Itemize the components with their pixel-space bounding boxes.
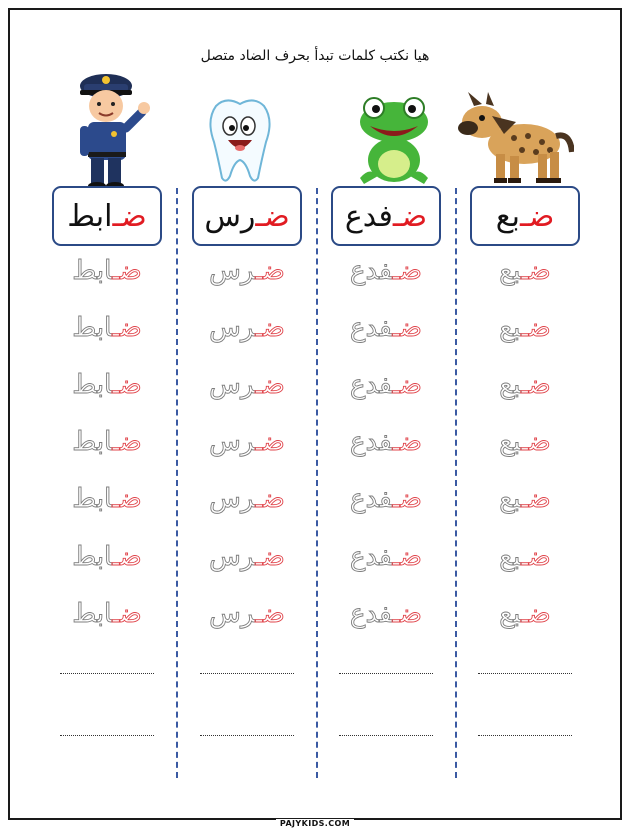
tracing-word <box>52 484 162 514</box>
tracing-first-letter: ضـ <box>112 427 142 457</box>
word-rest: فدع <box>344 198 393 234</box>
column-divider <box>316 188 318 778</box>
tracing-word <box>192 256 302 286</box>
tracing-first-letter: ضـ <box>520 370 551 400</box>
writing-line[interactable] <box>60 735 154 736</box>
tracing-word <box>331 256 441 286</box>
tracing-word-rest: ابط <box>72 370 113 400</box>
first-letter: ضـ <box>392 198 428 234</box>
first-letter: ضـ <box>255 198 290 234</box>
writing-line[interactable] <box>478 673 572 674</box>
word-card <box>192 186 302 246</box>
tracing-word-rest: فدع <box>349 484 393 514</box>
tracing-word-rest: فدع <box>349 542 393 572</box>
tracing-word-rest: بع <box>499 370 521 400</box>
tracing-word-rest: ابط <box>72 313 113 343</box>
word-rest: بع <box>495 198 521 234</box>
footer <box>0 811 630 828</box>
tracing-first-letter: ضـ <box>255 484 285 514</box>
tracing-first-letter: ضـ <box>392 256 423 286</box>
column-divider <box>455 188 457 778</box>
first-letter: ضـ <box>520 198 555 234</box>
tracing-first-letter: ضـ <box>520 313 551 343</box>
tracing-word-rest: بع <box>499 427 521 457</box>
tracing-word-rest: ابط <box>72 599 113 629</box>
word-card <box>470 186 580 246</box>
tracing-first-letter: ضـ <box>255 427 285 457</box>
tracing-first-letter: ضـ <box>255 542 285 572</box>
tracing-word <box>52 542 162 572</box>
tracing-word <box>470 427 580 457</box>
tracing-word-rest: رس <box>209 370 256 400</box>
tracing-word <box>192 427 302 457</box>
tracing-word <box>470 370 580 400</box>
tracing-word-rest: ابط <box>72 484 113 514</box>
tracing-word-rest: بع <box>499 256 521 286</box>
tracing-first-letter: ضـ <box>255 313 285 343</box>
tracing-word <box>192 313 302 343</box>
column-divider <box>176 188 178 778</box>
tracing-first-letter: ضـ <box>112 313 142 343</box>
tracing-first-letter: ضـ <box>520 599 551 629</box>
tracing-word-rest: بع <box>499 313 521 343</box>
tracing-word <box>52 313 162 343</box>
tracing-first-letter: ضـ <box>112 370 142 400</box>
tracing-first-letter: ضـ <box>392 427 423 457</box>
tracing-first-letter: ضـ <box>520 427 551 457</box>
footer-text: PAJYKIDS.COM <box>276 819 354 828</box>
tracing-first-letter: ضـ <box>520 542 551 572</box>
tracing-first-letter: ضـ <box>520 256 551 286</box>
frog-illustration <box>352 96 436 188</box>
tracing-word-rest: رس <box>209 542 256 572</box>
tracing-word <box>192 599 302 629</box>
tooth-illustration <box>206 96 274 186</box>
tracing-first-letter: ضـ <box>112 256 142 286</box>
writing-line[interactable] <box>60 673 154 674</box>
tracing-word <box>331 313 441 343</box>
tracing-word <box>192 370 302 400</box>
tracing-word-rest: فدع <box>349 256 393 286</box>
tracing-word <box>470 313 580 343</box>
tracing-word <box>470 542 580 572</box>
tracing-word-rest: ابط <box>72 256 113 286</box>
tracing-word <box>331 542 441 572</box>
tracing-word <box>331 427 441 457</box>
writing-line[interactable] <box>200 673 294 674</box>
tracing-first-letter: ضـ <box>392 313 423 343</box>
tracing-word <box>192 542 302 572</box>
tracing-word-rest: فدع <box>349 599 393 629</box>
tracing-first-letter: ضـ <box>255 599 285 629</box>
word-rest: ابط <box>67 198 113 234</box>
tracing-word-rest: بع <box>499 542 521 572</box>
tracing-word-rest: بع <box>499 484 521 514</box>
first-letter: ضـ <box>112 198 147 234</box>
writing-line[interactable] <box>339 735 433 736</box>
tracing-word <box>52 599 162 629</box>
tracing-word-rest: فدع <box>349 370 393 400</box>
tracing-first-letter: ضـ <box>112 484 142 514</box>
tracing-first-letter: ضـ <box>255 256 285 286</box>
tracing-first-letter: ضـ <box>112 599 142 629</box>
tracing-word <box>470 484 580 514</box>
tracing-first-letter: ضـ <box>392 599 423 629</box>
tracing-word-rest: رس <box>209 599 256 629</box>
tracing-word-rest: رس <box>209 484 256 514</box>
tracing-word <box>331 370 441 400</box>
tracing-word-rest: رس <box>209 427 256 457</box>
tracing-word-rest: ابط <box>72 427 113 457</box>
page-title: هيا نكتب كلمات تبدأ بحرف الضاد متصل <box>200 48 430 64</box>
tracing-word-rest: فدع <box>349 313 393 343</box>
writing-line[interactable] <box>339 673 433 674</box>
word-rest: رس <box>204 198 256 234</box>
tracing-first-letter: ضـ <box>392 542 423 572</box>
tracing-word <box>470 256 580 286</box>
tracing-word <box>52 427 162 457</box>
word-card <box>331 186 441 246</box>
tracing-first-letter: ضـ <box>392 370 423 400</box>
tracing-first-letter: ضـ <box>392 484 423 514</box>
tracing-word-rest: فدع <box>349 427 393 457</box>
tracing-first-letter: ضـ <box>112 542 142 572</box>
tracing-word <box>331 484 441 514</box>
writing-line[interactable] <box>200 735 294 736</box>
writing-line[interactable] <box>478 735 572 736</box>
tracing-word-rest: رس <box>209 313 256 343</box>
tracing-word <box>192 484 302 514</box>
hyena-illustration <box>458 92 574 188</box>
tracing-word <box>470 599 580 629</box>
tracing-word-rest: بع <box>499 599 521 629</box>
tracing-word <box>52 256 162 286</box>
word-card <box>52 186 162 246</box>
police-officer-illustration <box>68 66 160 190</box>
tracing-first-letter: ضـ <box>255 370 285 400</box>
tracing-word-rest: ابط <box>72 542 113 572</box>
tracing-word <box>52 370 162 400</box>
tracing-first-letter: ضـ <box>520 484 551 514</box>
tracing-word-rest: رس <box>209 256 256 286</box>
tracing-word <box>331 599 441 629</box>
